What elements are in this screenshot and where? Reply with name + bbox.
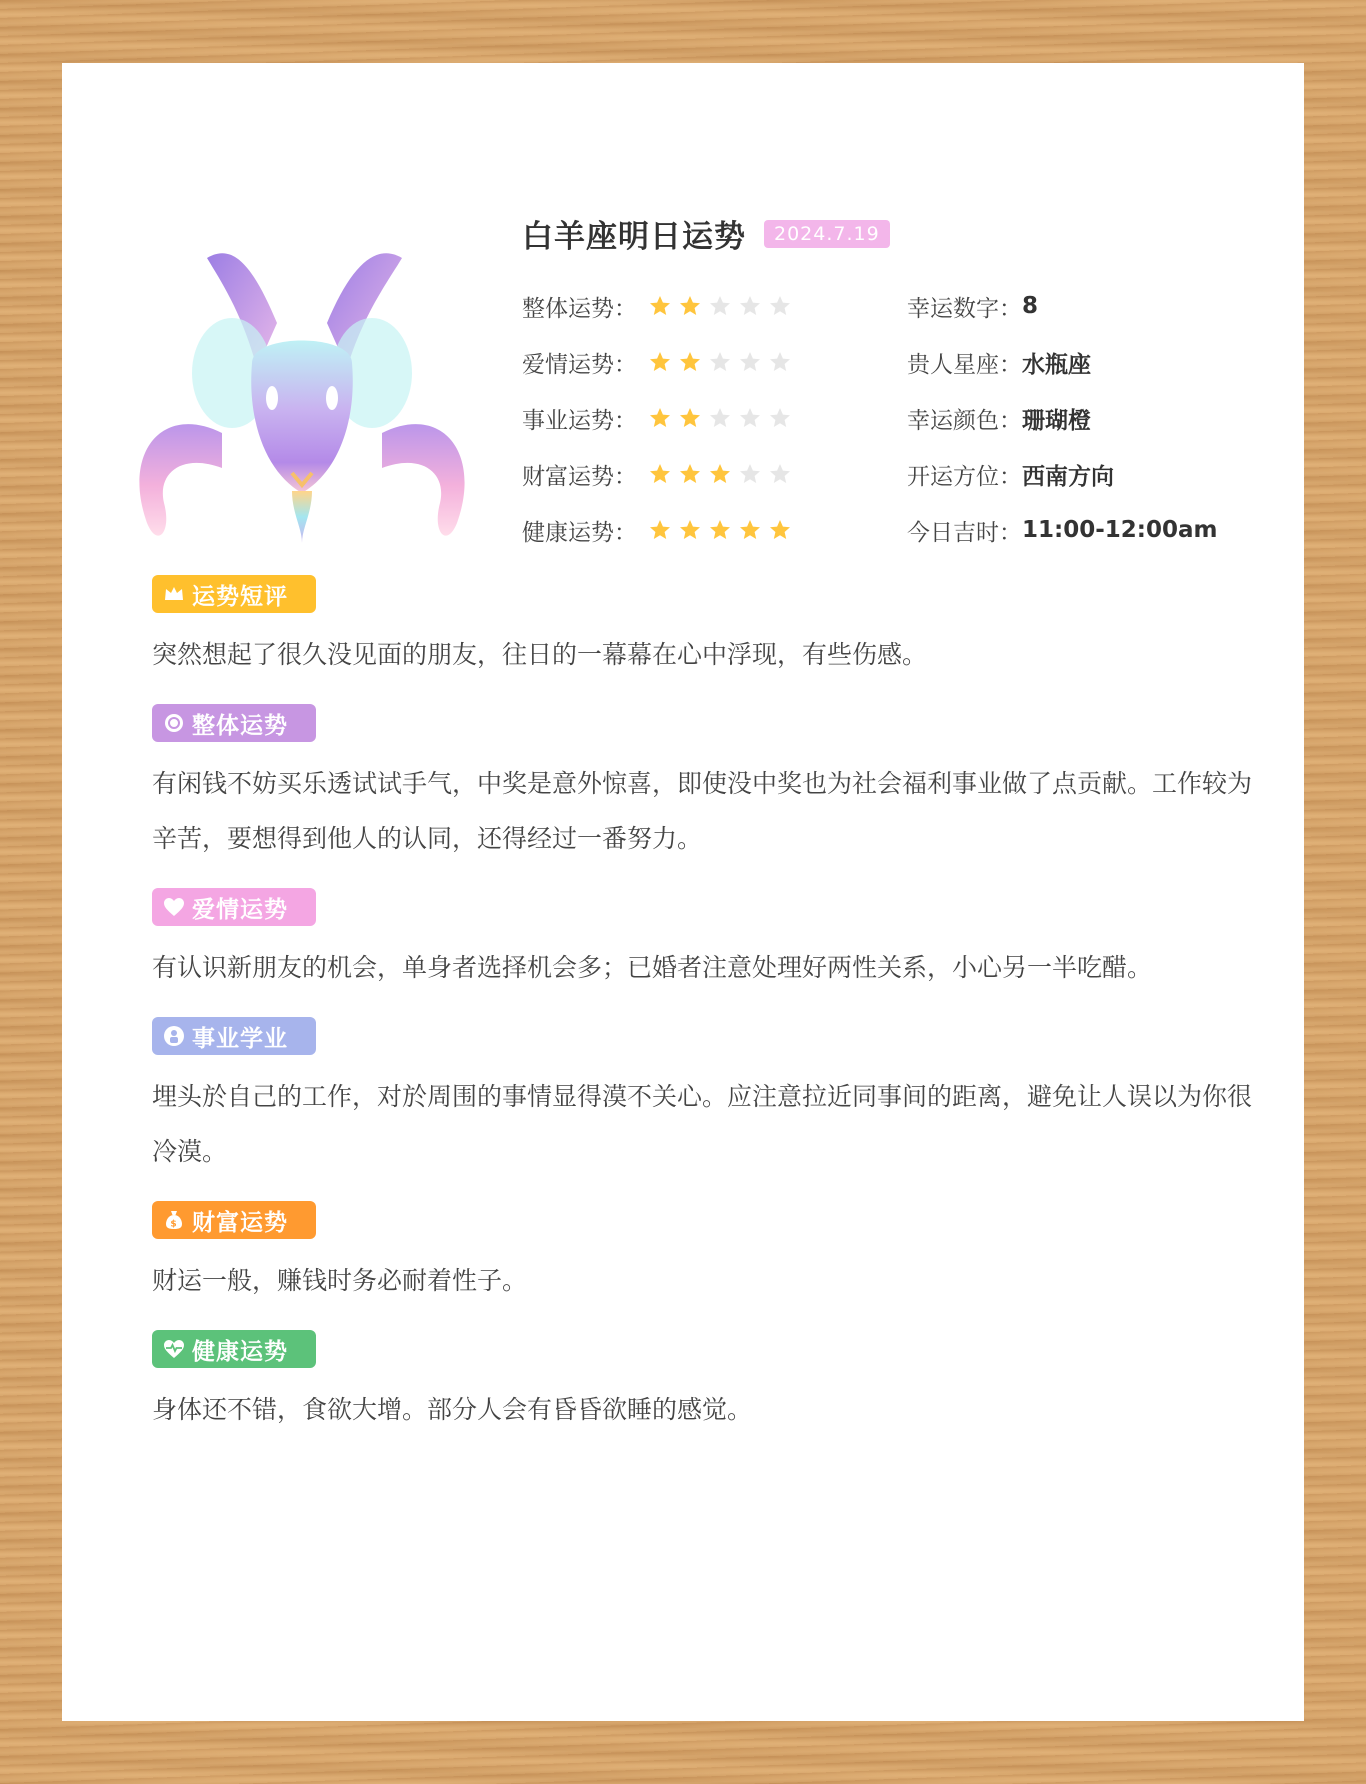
star-rating — [648, 518, 792, 542]
section-text: 财运一般，赚钱时务必耐着性子。 — [152, 1266, 528, 1295]
star-rating — [648, 462, 792, 486]
horoscope-card — [62, 63, 1304, 1721]
heart-pulse-icon — [162, 1337, 186, 1361]
page-title: 白羊座明日运势 — [522, 219, 746, 255]
info-value: 11:00-12:00am — [1022, 517, 1218, 543]
rating-row — [522, 334, 792, 390]
star-filled-icon — [708, 462, 732, 486]
fortune-section — [152, 704, 1252, 866]
fortune-section — [152, 575, 1252, 682]
rating-list — [522, 278, 792, 558]
star-filled-icon — [648, 518, 672, 542]
section-tag — [152, 704, 316, 742]
info-row — [907, 502, 1217, 558]
heart-icon — [162, 895, 186, 919]
rating-label: 整体运势： — [522, 295, 637, 322]
info-value: 8 — [1022, 293, 1039, 319]
section-tag — [152, 575, 316, 613]
info-list — [907, 278, 1217, 558]
section-text: 有认识新朋友的机会，单身者选择机会多；已婚者注意处理好两性关系，小心另一半吃醋。 — [152, 953, 1153, 982]
section-tag — [152, 888, 316, 926]
info-value: 珊瑚橙 — [1022, 407, 1091, 434]
rating-label: 健康运势： — [522, 519, 637, 546]
info-value: 西南方向 — [1022, 463, 1114, 490]
section-title: 爱情运势 — [192, 896, 288, 923]
star-filled-icon — [678, 518, 702, 542]
section-title: 事业学业 — [192, 1025, 288, 1052]
info-row — [907, 334, 1217, 390]
star-empty-icon — [768, 350, 792, 374]
star-empty-icon — [708, 350, 732, 374]
star-empty-icon — [738, 406, 762, 430]
aries-emblem-icon — [102, 203, 502, 603]
section-text: 突然想起了很久没见面的朋友，往日的一幕幕在心中浮现，有些伤感。 — [152, 640, 928, 669]
person-icon — [162, 1024, 186, 1048]
rating-label: 财富运势： — [522, 463, 637, 490]
star-rating — [648, 406, 792, 430]
rating-row — [522, 390, 792, 446]
section-title: 运势短评 — [192, 583, 288, 610]
star-empty-icon — [768, 406, 792, 430]
star-filled-icon — [708, 518, 732, 542]
info-label: 贵人星座： — [907, 351, 1022, 378]
info-label: 开运方位： — [907, 463, 1022, 490]
info-row — [907, 446, 1217, 502]
rating-row — [522, 446, 792, 502]
star-empty-icon — [738, 462, 762, 486]
money-bag-icon — [162, 1208, 186, 1232]
section-text: 埋头於自己的工作，对於周围的事情显得漠不关心。应注意拉近同事间的距离，避免让人误以为你很冷漠。 — [152, 1082, 1253, 1166]
svg-text:$: $ — [170, 1219, 178, 1230]
info-label: 幸运数字： — [907, 295, 1022, 322]
section-text: 身体还不错，食欲大增。部分人会有昏昏欲睡的感觉。 — [152, 1395, 753, 1424]
star-rating — [648, 350, 792, 374]
star-empty-icon — [708, 406, 732, 430]
info-row — [907, 278, 1217, 334]
star-filled-icon — [678, 406, 702, 430]
star-empty-icon — [738, 350, 762, 374]
info-row — [907, 390, 1217, 446]
star-empty-icon — [768, 294, 792, 318]
rating-label: 爱情运势： — [522, 351, 637, 378]
section-tag — [152, 1017, 316, 1055]
section-tag — [152, 1201, 316, 1239]
crown-icon — [162, 582, 186, 606]
info-value: 水瓶座 — [1022, 351, 1091, 378]
section-title: 健康运势 — [192, 1338, 288, 1365]
star-filled-icon — [738, 518, 762, 542]
title-row — [522, 211, 890, 256]
star-filled-icon — [768, 518, 792, 542]
rating-label: 事业运势： — [522, 407, 637, 434]
star-filled-icon — [648, 350, 672, 374]
star-filled-icon — [648, 406, 672, 430]
fortune-section — [152, 1330, 1252, 1437]
star-empty-icon — [768, 462, 792, 486]
section-title: 整体运势 — [192, 712, 288, 739]
fortune-section — [152, 1201, 1252, 1308]
star-filled-icon — [678, 294, 702, 318]
star-filled-icon — [678, 350, 702, 374]
date-badge: 2024.7.19 — [764, 220, 890, 248]
section-tag — [152, 1330, 316, 1368]
star-filled-icon — [648, 294, 672, 318]
star-rating — [648, 294, 792, 318]
info-label: 今日吉时： — [907, 519, 1022, 546]
circle-icon — [162, 711, 186, 735]
star-filled-icon — [678, 462, 702, 486]
rating-row — [522, 278, 792, 334]
star-filled-icon — [648, 462, 672, 486]
section-title: 财富运势 — [192, 1209, 288, 1236]
fortune-sections — [152, 575, 1252, 1459]
section-text: 有闲钱不妨买乐透试试手气，中奖是意外惊喜，即使没中奖也为社会福利事业做了点贡献。工作较为辛苦，要想得到他人的认同，还得经过一番努力。 — [152, 769, 1253, 853]
rating-row — [522, 502, 792, 558]
star-empty-icon — [738, 294, 762, 318]
fortune-section — [152, 888, 1252, 995]
info-label: 幸运颜色： — [907, 407, 1022, 434]
fortune-section — [152, 1017, 1252, 1179]
star-empty-icon — [708, 294, 732, 318]
